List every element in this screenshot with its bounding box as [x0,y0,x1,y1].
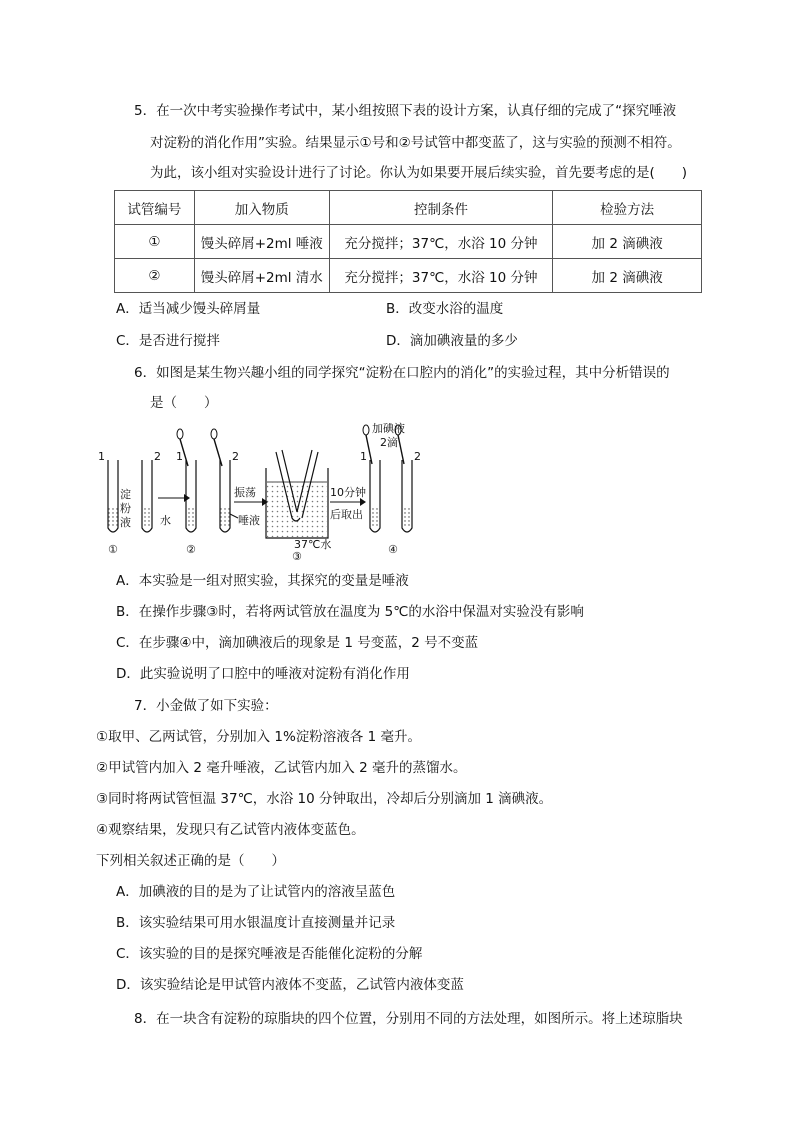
q6-option-d: D．此实验说明了口腔中的唾液对淀粉有消化作用 [116,666,410,682]
q5-option-d: D．滴加碘液量的多少 [386,333,518,349]
q7-option-b: B．该实验结果可用水银温度计直接测量并记录 [116,915,396,931]
q5-design-table [114,190,702,293]
q7-option-d: D．该实验结论是甲试管内液体不变蓝，乙试管内液体变蓝 [116,977,464,993]
q7-step-2: ②甲试管内加入 2 毫升唾液，乙试管内加入 2 毫升的蒸馏水。 [96,760,467,776]
q5-stem-line3: 为此，该小组对实验设计进行了讨论。你认为如果要开展后续实验，首先要考虑的是( ) [150,165,688,181]
label-shake: 振荡 [234,486,256,499]
q7-step-1: ①取甲、乙两试管，分别加入 1%淀粉溶液各 1 毫升。 [96,729,421,745]
table-row [115,225,702,259]
q5-option-c: C．是否进行搅拌 [116,333,220,349]
label-water: 水 [160,514,171,527]
q5-option-a: A．适当减少馒头碎屑量 [116,301,261,317]
q8-stem-line1: 8．在一块含有淀粉的琼脂块的四个位置，分别用不同的方法处理，如图所示。将上述琼脂块 [134,1011,683,1027]
table-cell: 馒头碎屑+2ml 清水 [194,259,329,293]
label-step-2: ② [186,543,196,556]
q5-option-b: B．改变水浴的温度 [386,301,504,317]
label-step-1: ① [108,543,118,556]
label-tube-1: 1 [360,450,367,463]
table-cell: 加 2 滴碘液 [553,259,702,293]
q6-option-c: C．在步骤④中，滴加碘液后的现象是 1 号变蓝，2 号不变蓝 [116,635,479,651]
label-step-3: ③ [292,550,302,560]
table-header-row [115,191,702,225]
q6-stem-line1: 6．如图是某生物兴趣小组的同学探究“淀粉在口腔内的消化”的实验过程，其中分析错误的 [134,365,670,381]
table-header-cell: 检验方法 [553,191,702,225]
q6-option-a: A．本实验是一组对照实验，其探究的变量是唾液 [116,573,409,589]
label-tube-2: 2 [154,450,161,463]
q7-option-c: C．该实验的目的是探究唾液是否能催化淀粉的分解 [116,946,423,962]
q7-stem-line1: 7．小金做了如下实验： [134,698,278,714]
q7-step-3: ③同时将两试管恒温 37℃，水浴 10 分钟取出，冷却后分别滴加 1 滴碘液。 [96,791,553,807]
q6-option-b: B．在操作步骤③时，若将两试管放在温度为 5℃的水浴中保温对实验没有影响 [116,604,584,620]
label-step-4: ④ [388,543,398,556]
q5-stem-line1: 5．在一次中考实验操作考试中，某小组按照下表的设计方案，认真仔细的完成了“探究唾液 [134,103,677,119]
label-starch-2: 粉 [120,502,131,515]
table-header-cell: 控制条件 [329,191,553,225]
q7-question: 下列相关叙述正确的是（ ） [96,853,285,869]
label-bath-temp: 37℃水 [294,538,332,551]
table-cell: 加 2 滴碘液 [553,225,702,259]
q5-stem-line2: 对淀粉的消化作用”实验。结果显示①号和②号试管中都变蓝了，这与实验的预测不相符。 [150,135,681,151]
q6-stem-line2: 是（ ） [150,395,218,411]
step2-tubes [177,429,230,532]
table-cell: 馒头碎屑+2ml 唾液 [194,225,329,259]
table-header-cell: 试管编号 [115,191,195,225]
label-iodine-2: 2滴 [380,436,398,449]
table-header-cell: 加入物质 [194,191,329,225]
table-cell: 充分搅拌；37℃，水浴 10 分钟 [329,225,553,259]
label-tube-2: 2 [232,450,239,463]
label-time-1: 10分钟 [330,486,366,499]
table-cell: ① [115,225,195,259]
label-tube-2: 2 [414,450,421,463]
label-time-2: 后取出 [330,508,363,521]
label-iodine-1: 加碘液 [372,422,405,435]
label-tube-1: 1 [98,450,105,463]
table-cell: ② [115,259,195,293]
q7-option-a: A．加碘液的目的是为了让试管内的溶液呈蓝色 [116,884,396,900]
label-starch-1: 淀 [120,488,131,501]
label-saliva: 唾液 [238,514,260,527]
label-tube-1: 1 [176,450,183,463]
label-starch-3: 液 [120,516,131,529]
q7-step-4: ④观察结果，发现只有乙试管内液体变蓝色。 [96,822,365,838]
step3-water-bath [266,450,328,538]
experiment-figure [96,420,436,560]
table-cell: 充分搅拌；37℃，水浴 10 分钟 [329,259,553,293]
table-row [115,259,702,293]
